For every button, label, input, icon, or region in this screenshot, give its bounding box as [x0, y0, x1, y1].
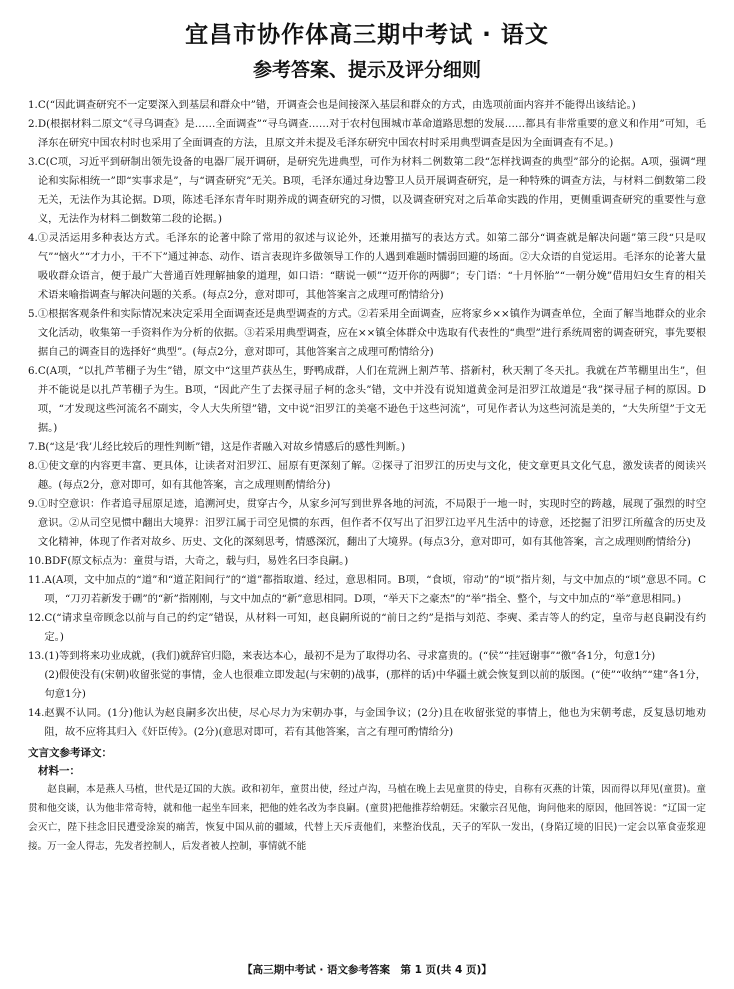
answer-number: 9. [28, 498, 38, 510]
answer-number: 2. [28, 118, 38, 130]
answer-text: B(“这是‘我’儿经比较后的理性判断”错，这是作者融入对故乡情感后的感性判断。) [37, 441, 406, 453]
answer-item-11 [28, 571, 706, 609]
answer-number: 7. [28, 441, 38, 453]
answer-text: ①根据客观条件和实际情况来决定采用全面调查还是典型调查的方式。②若采用全面调查，应将家乡××镇作为调查单位，全面了解当地群众的业余文化活动，收集第一手资料作为分析的依据。③若采用典型调查，应在××镇全体群众中选取有代表性的“典型”进行系统周密的调查研究，事先要根据自己的调查目的选择好“典型”。(每点2分，意对即可，其他答案言之成理可酌情给分) [37, 308, 706, 358]
answer-item-8 [28, 457, 706, 495]
answer-number: 11. [28, 574, 45, 586]
answer-text: 赵翼不认同。(1分)他认为赵良嗣多次出使，尽心尽力为宋朝办事，与金国争议；(2分)且在收留张觉的事情上，他也为宋朝考虑，反复恳切地劝阻，故不应将其归入《奸臣传》。(2分)(意思对即可，若有其他答案，言之有理可酌情给分) [44, 707, 706, 738]
answer-number: 6. [28, 365, 38, 377]
answer-text [44, 647, 706, 704]
page-subtitle: 参考答案、提示及评分细则 [252, 59, 481, 81]
answer-text: A(A项，文中加点的“道”和“道芷阳间行”的“道”都指取道、经过，意思相同。B项，“食顷，帘动”的“顷”指片刻，与文中加点的“顷”意思不同。C项，“刀刃若新发于硎”的“新”指刚刚，与文中加点的“新”意思相同。D项，“举天下之豪杰”的“举”指全、整个，与文中加点的“举”意思相同。) [44, 574, 706, 605]
answer-part-1: (1)等到将来功业成就，(我们)就辞官归隐，来表达本心，最初不是为了取得功名、寻求富贵的。(“侯”“挂冠谢事”“徼”各1分，句意1分) [44, 650, 656, 662]
page-title: 宜昌市协作体高三期中考试 · 语文 [185, 22, 549, 48]
answer-text: BDF(原文标点为：童贯与语，大奇之，载与归，易姓名曰李良嗣。) [44, 555, 349, 567]
answer-text: C(“因此调查研究不一定要深入到基层和群众中”错，开调查会也是间接深入基层和群众的方式，由选项前面内容并不能得出该结论。) [37, 99, 636, 111]
answer-item-7 [28, 438, 706, 457]
answer-number: 14. [28, 707, 45, 719]
translation-heading: 文言文参考译文： [28, 747, 112, 759]
answer-item-9 [28, 495, 706, 552]
answer-number: 4. [28, 232, 38, 244]
answer-text: D(根据材料二原文“《寻乌调查》是……全面调查”“寻乌调查……对于农村包围城市革命道路思想的发展……都具有非常重要的意义和作用”可知，毛泽东在研究中国农村时也采用了全面调查的方法，且原文并未提及毛泽东研究中国农村时采用典型调查是因为全面调查有不足。) [37, 118, 706, 149]
answer-list [28, 96, 706, 742]
answer-number: 5. [28, 308, 38, 320]
answer-text: ①时空意识：作者追寻屈原足迹，追溯河史，贯穿古今，从家乡河写到世界各地的河流，不局限于一地一时，实现时空的跨越，展现了强烈的时空意识。②从司空见惯中翻出大境界：汨罗江属于司空见惯的东西，但作者不仅写出了汨罗江边平凡生活中的诗意，还挖掘了汨罗江所蕴含的历史及文化精神，体现了作者对故乡、历史、文化的深刻思考，情感深沉，翻出了大境界。(每点3分，意对即可，如有其他答案，言之成理则酌情给分) [37, 498, 706, 548]
answer-item-4 [28, 229, 706, 305]
answer-text: C(A项，“以扎芦苇棚子为生”错，原文中“这里芦获丛生，野鸭成群，人们在荒洲上割芦苇、搭新村，秋天割了冬天扎。我就在芦苇棚里出生”，但并不能说是以扎芦苇棚子为生。B项，“因此产生了去探寻屈子柯的念头”错，文中并没有说知道黄金河是汨罗江故道是“我”探寻屈子柯的原因。D项，“才发现这些河流名不副实，令人大失所望”错，文中说“汨罗江的美毫不逊色于这些河流”，可见作者认为这些河流是美的，“大失所望”于文无据。) [37, 365, 706, 434]
answer-number: 13. [28, 650, 45, 662]
answer-item-10 [28, 552, 706, 571]
answer-text: ①使文章的内容更丰富、更具体，让读者对汨罗江、屈原有更深刻了解。②探寻了汨罗江的历史与文化，使文章更具文化气息，激发读者的阅读兴趣。(每点2分，意对即可，如有其他答案，言之成理则酌情给分) [37, 460, 706, 491]
answer-number: 10. [28, 555, 45, 567]
answer-item-13 [28, 647, 706, 704]
answer-text: ①灵活运用多种表达方式。毛泽东的论著中除了常用的叙述与议论外，还兼用描写的表达方式。如第二部分“调查就是解决问题”第三段“只是叹气”“恼火”“才力小，干不下”通过神态、动作、语言表现许多做领导工作的人遇到难题时懦弱回避的场面。②大众语的自觉运用。毛泽东的论著大量吸收群众语言，便于最广大普通百姓理解抽象的道理，如口语：“瞎说一顿”“迈开你的两脚”；专门语：“十月怀胎”“一朝分娩”借用妇女生育的相关术语来喻指调查与解决问题的关系。(每点2分，意对即可，其他答案言之成理可酌情给分) [37, 232, 706, 301]
answer-number: 1. [28, 99, 38, 111]
answer-text: C(C项，习近平到研制出领先设备的电器厂展开调研，是研究先进典型，可作为材料二例数第二段“怎样找调查的典型”部分的论据。A项，强调“理论和实际相统一”即“实事求是”，与“调查研究”无关。B项，毛泽东通过身边警卫人员开展调查研究，是一种特殊的调查方法，与材料二倒数第二段无关，无法作为其论据。D项，陈述毛泽东青年时期养成的调查研究的习惯，以及调查研究对之后革命实践的作用，更侧重调查研究的重要性与意义，无法作为材料二倒数第二段的论据。) [37, 156, 706, 225]
translation-subheading: 材料一： [38, 765, 80, 777]
answer-text: C(“请求皇帝顾念以前与自己的约定”错误，从材料一可知，赵良嗣所说的“前日之约”是指与刘范、李奭、柔吉等人的约定，皇帝与赵良嗣没有约定。) [44, 612, 706, 643]
answer-item-1 [28, 96, 706, 115]
answer-item-3 [28, 153, 706, 229]
page-footer: 【高三期中考试 · 语文参考答案 第 1 页(共 4 页)】 [242, 964, 492, 976]
answer-part-2: (2)假使没有(宋朝)收留张觉的事情，金人也很难立即发起(与宋朝的)战事，(那样的话)中华疆土就会恢复到以前的版图。(“使”“收纳”“建”各1分，句意1分) [44, 669, 706, 700]
answer-item-5 [28, 305, 706, 362]
answer-number: 12. [28, 612, 45, 624]
answer-item-6 [28, 362, 706, 438]
answer-number: 3. [28, 156, 38, 168]
answer-number: 8. [28, 460, 38, 472]
translation-text: 赵良嗣，本是燕人马植，世代是辽国的大族。政和初年，童贯出使，经过卢沟，马植在晚上去见童贯的侍史，自称有灭燕的计策，因而得以拜见(童贯)。童贯和他交谈，认为他非常奇特，就和他一起坐车回来，把他的姓名改为李良嗣。(童贯)把他推荐给朝廷。宋徽宗召见他，询问他来的原因，他回答说：“辽国一定会灭亡，陛下挂念旧民遭受涂炭的痛苦，恢复中国从前的疆域，代替上天斥责他们，来整治伐乱，天子的军队一发出，(身陷辽境的旧民)一定会以箪食壶浆迎接。万一金人得志，先发者控制人，后发者被人控制，事情就不能 [28, 784, 706, 852]
answer-item-14 [28, 704, 706, 742]
answer-item-12 [28, 609, 706, 647]
answer-item-2 [28, 115, 706, 153]
